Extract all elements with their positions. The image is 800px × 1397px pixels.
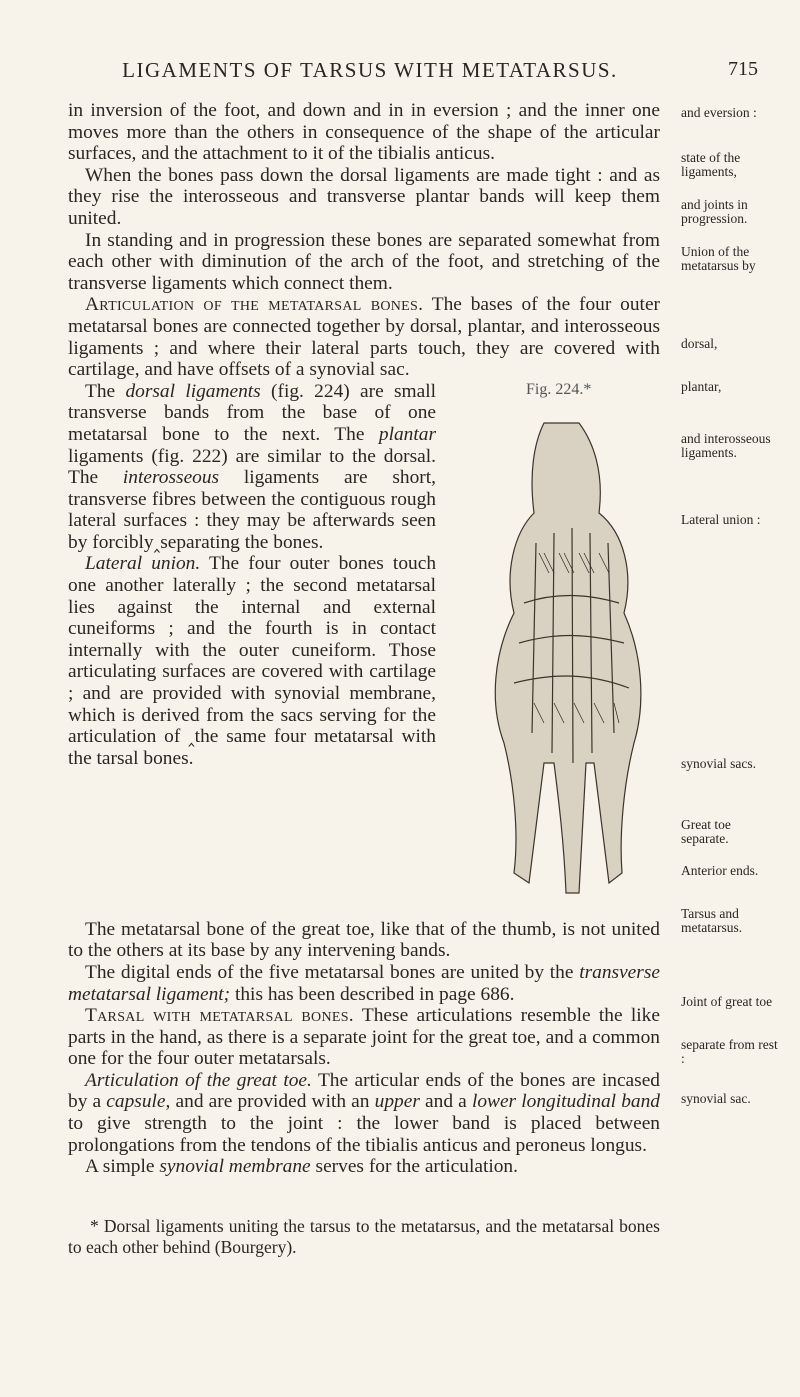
body-text: [68, 100, 660, 1178]
text: serves for the articulation.: [310, 1156, 518, 1178]
text: A simple: [85, 1156, 160, 1178]
text: this has been described in page 686.: [230, 983, 515, 1005]
paragraph-dorsal-tight: When the bones pass down the dorsal ligaments are made tight : and as they rise the interosseous and transverse plantar bands will keep them united.: [68, 164, 660, 229]
term-synovial-membrane: synovial membrane: [159, 1156, 311, 1178]
margin-note: synovial sac.: [681, 1091, 751, 1106]
text: ligaments are short, transverse fibres between the contiguous rough lateral surfaces : they may be afterwards seen by forcibly‸separating the bones.: [68, 467, 436, 553]
paragraph-text: The bases of the four outer metatarsal bones are connected together by dorsal, plantar, and interosseous ligaments ; and where their lateral parts touch, they are covered with cartilage, and have offsets of a synovial sac.: [68, 294, 661, 381]
footnote: [68, 1216, 660, 1258]
paragraph-metatarsal-articulation: [68, 294, 660, 380]
margin-note: Lateral union :: [681, 512, 761, 527]
text: to give strength to the joint : the lower band is placed between prolongations from the tendons of the tibialis anticus and peroneus longus.: [68, 1113, 660, 1156]
text: , and are provided with an: [165, 1091, 375, 1113]
margin-note: Tarsus and metatarsus.: [681, 906, 743, 935]
text: (fig. 224) are small transverse bands from the base of one metatarsal bone to the next. The: [68, 380, 436, 445]
margin-note: synovial sacs.: [681, 756, 756, 771]
figure-caption: Fig. 224.*: [526, 380, 592, 398]
term-transverse-metatarsal-ligament: transverse metatarsal ligament;: [68, 961, 660, 1005]
paragraph-tarsal-metatarsal: [68, 1005, 660, 1070]
running-title: LIGAMENTS OF TARSUS WITH METATARSUS.: [122, 58, 618, 82]
margin-note: and eversion :: [681, 105, 757, 120]
margin-note: plantar,: [681, 379, 722, 394]
paragraph-text: The four outer bones touch one another laterally ; the second metatarsal lies against the internal and external cuneiforms ; and the fourth is in contact internally with the outer cuneiform. Those articulating surfaces are covered with cartilage ; and are provided with synovial membrane, which is derived from the sacs serving for the articulation of ‸the same four metatarsal with the tarsal bones.: [68, 553, 437, 769]
margin-note: dorsal,: [681, 336, 718, 351]
paragraph-digital-ends: [68, 962, 660, 1005]
margin-note: Great toe separate.: [681, 817, 731, 846]
term-dorsal-ligaments: dorsal ligaments: [125, 380, 261, 402]
margin-note: state of the ligaments,: [681, 150, 741, 179]
term-interosseous: interosseous: [122, 467, 220, 489]
margin-note: Joint of great toe: [681, 994, 773, 1009]
paragraph-great-toe: The metatarsal bone of the great toe, like that of the thumb, is not united to the others at its base by any intervening bands.: [68, 918, 660, 962]
text: ligaments (fig. 222) are similar to the dorsal. The: [68, 445, 436, 489]
section-heading-great-toe: Articulation of the great toe.: [85, 1069, 312, 1091]
foot-ligaments-engraving: [474, 403, 654, 913]
section-heading-tarsal-metatarsal: Tarsal with metatarsal bones.: [85, 1005, 354, 1027]
paragraph-text: These articulations resemble the like parts in the hand, as there is a separate joint for the great toe, and a common one for the four outer metatarsals.: [68, 1005, 660, 1070]
text: The articular ends of the bones are incased by a: [68, 1069, 661, 1113]
section-heading-articulation-metatarsal: Articulation of the metatarsal bones.: [85, 294, 424, 316]
margin-note: Union of the metatarsus by: [681, 244, 756, 273]
footnote-text: * Dorsal ligaments uniting the tarsus to the metatarsus, and the metatarsal bones to each other behind (Bourgery).: [68, 1216, 660, 1257]
text: The: [85, 380, 126, 402]
figure-224: [446, 381, 660, 919]
page-number: 715: [728, 58, 758, 80]
section-heading-lateral-union: Lateral union.: [85, 553, 201, 575]
paragraph-standing: In standing and in progression these bones are separated somewhat from each other with diminution of the arch of the foot, and stretching of the transverse ligaments which connect them.: [68, 229, 660, 294]
margin-note: separate from rest :: [681, 1037, 778, 1066]
margin-note: Anterior ends.: [681, 863, 759, 878]
paragraph-inversion: in inversion of the foot, and down and in in eversion ; and the inner one moves more than the others in consequence of the shape of the articular surfaces, and the attachment to it of the tibialis anticus.: [68, 100, 660, 165]
term-capsule: capsule: [106, 1091, 166, 1113]
term-lower-longitudinal-band: lower longitudinal band: [471, 1091, 660, 1113]
term-upper: upper: [374, 1091, 420, 1113]
text: and a: [419, 1091, 472, 1113]
paragraph-synovial-membrane: [68, 1156, 660, 1178]
text: The digital ends of the five metatarsal bones are united by the: [85, 961, 580, 983]
term-plantar: plantar: [378, 423, 436, 445]
margin-note: and interosseous ligaments.: [681, 431, 771, 460]
margin-note: and joints in progression.: [681, 197, 748, 226]
paragraph-great-toe-articulation: [68, 1070, 660, 1156]
running-header: [0, 58, 800, 88]
